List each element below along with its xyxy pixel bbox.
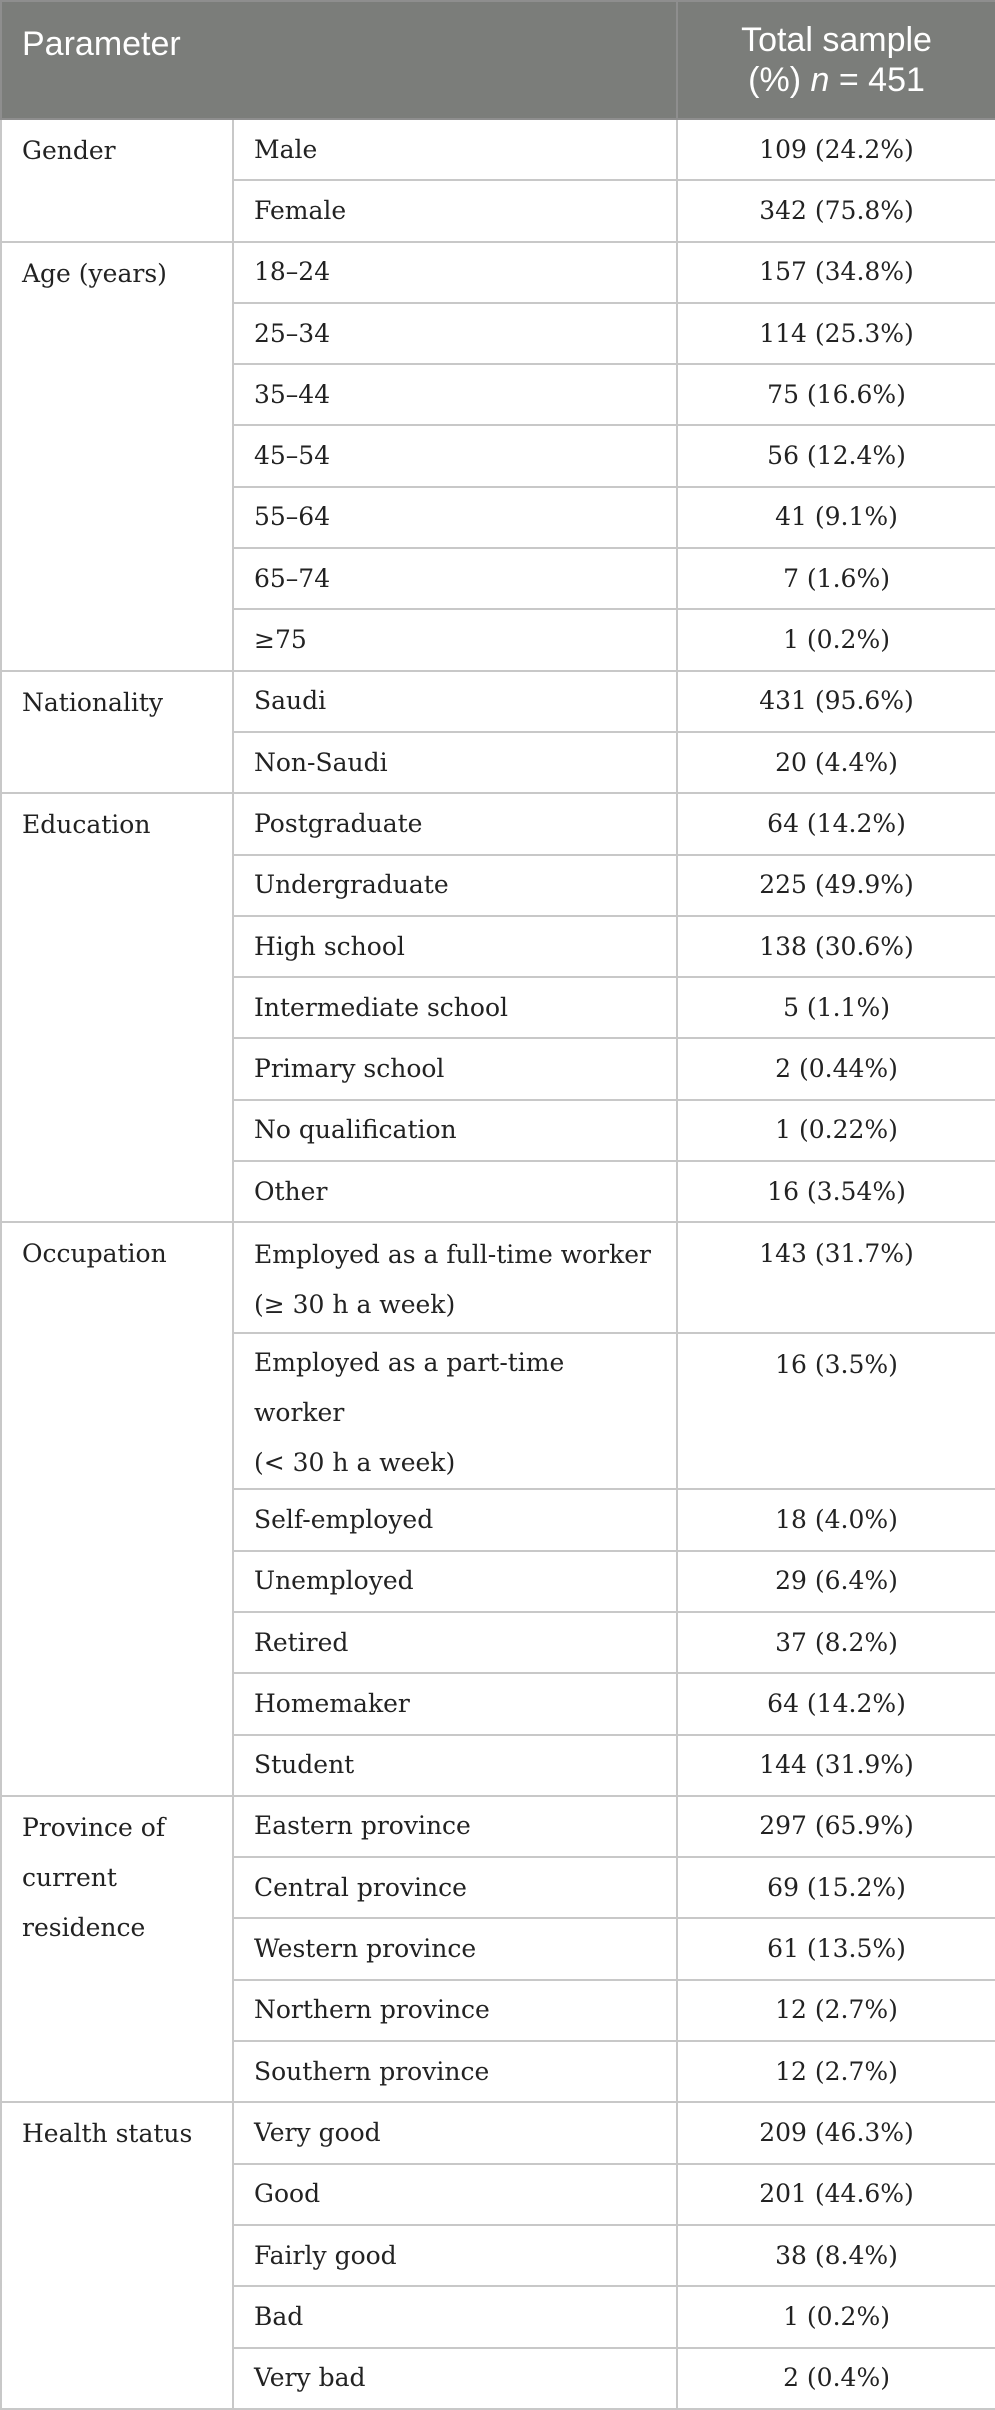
row-label: Very good — [233, 2102, 677, 2163]
group-health-status: Health status — [1, 2102, 233, 2408]
table-row — [1, 242, 995, 303]
row-label: Southern province — [233, 2041, 677, 2102]
row-label: Undergraduate — [233, 855, 677, 916]
row-value: 12 (2.7%) — [677, 1980, 995, 2041]
row-value: 64 (14.2%) — [677, 793, 995, 854]
row-label: Very bad — [233, 2348, 677, 2409]
row-value: 5 (1.1%) — [677, 977, 995, 1038]
row-label-line2: (≥ 30 h a week) — [254, 1289, 456, 1319]
row-label: Homemaker — [233, 1673, 677, 1734]
row-value: 75 (16.6%) — [677, 364, 995, 425]
table-row — [1, 1222, 995, 1333]
table-header — [1, 1, 995, 119]
row-value: 38 (8.4%) — [677, 2225, 995, 2286]
row-label: Unemployed — [233, 1551, 677, 1612]
row-label: Saudi — [233, 671, 677, 732]
row-value: 18 (4.0%) — [677, 1489, 995, 1550]
row-label: 25–34 — [233, 303, 677, 364]
row-value: 41 (9.1%) — [677, 487, 995, 548]
table-row — [1, 793, 995, 854]
group-nationality: Nationality — [1, 671, 233, 794]
table-row — [1, 1796, 995, 1857]
row-label: ≥75 — [233, 609, 677, 670]
row-value: 1 (0.2%) — [677, 2286, 995, 2347]
row-label: No qualification — [233, 1100, 677, 1161]
row-label: Good — [233, 2164, 677, 2225]
row-value: 109 (24.2%) — [677, 119, 995, 180]
group-province — [1, 1796, 233, 2102]
row-label: 65–74 — [233, 548, 677, 609]
row-value: 20 (4.4%) — [677, 732, 995, 793]
group-province-line3: residence — [22, 1912, 146, 1942]
row-label — [233, 1222, 677, 1333]
group-occupation: Occupation — [1, 1222, 233, 1795]
total-sample-count: = 451 — [838, 61, 925, 99]
row-value: 225 (49.9%) — [677, 855, 995, 916]
total-sample-header — [677, 1, 995, 119]
row-label: Other — [233, 1161, 677, 1222]
row-label: Intermediate school — [233, 977, 677, 1038]
group-province-line1: Province of — [22, 1812, 166, 1842]
row-label: Primary school — [233, 1038, 677, 1099]
row-value: 16 (3.5%) — [677, 1333, 995, 1489]
row-value: 2 (0.4%) — [677, 2348, 995, 2409]
row-label: Non-Saudi — [233, 732, 677, 793]
row-value: 209 (46.3%) — [677, 2102, 995, 2163]
group-province-line2: current — [22, 1862, 117, 1892]
row-value: 69 (15.2%) — [677, 1857, 995, 1918]
row-label: Female — [233, 180, 677, 241]
row-label: High school — [233, 916, 677, 977]
row-label: Fairly good — [233, 2225, 677, 2286]
row-value: 64 (14.2%) — [677, 1673, 995, 1734]
row-value: 56 (12.4%) — [677, 425, 995, 486]
row-value: 29 (6.4%) — [677, 1551, 995, 1612]
table-row — [1, 2102, 995, 2163]
row-value: 1 (0.22%) — [677, 1100, 995, 1161]
row-value: 143 (31.7%) — [677, 1222, 995, 1333]
row-value: 114 (25.3%) — [677, 303, 995, 364]
total-sample-title: Total sample — [741, 21, 932, 59]
table-row — [1, 119, 995, 180]
row-value: 138 (30.6%) — [677, 916, 995, 977]
table-body — [1, 119, 995, 2409]
group-education: Education — [1, 793, 233, 1222]
row-value: 16 (3.54%) — [677, 1161, 995, 1222]
row-label: Self-employed — [233, 1489, 677, 1550]
row-value: 7 (1.6%) — [677, 548, 995, 609]
row-value: 297 (65.9%) — [677, 1796, 995, 1857]
header-row — [1, 1, 995, 119]
table-row — [1, 671, 995, 732]
row-value: 201 (44.6%) — [677, 2164, 995, 2225]
total-sample-pct: (%) — [748, 61, 802, 99]
row-label: Postgraduate — [233, 793, 677, 854]
row-label: 45–54 — [233, 425, 677, 486]
group-gender: Gender — [1, 119, 233, 242]
row-value: 61 (13.5%) — [677, 1918, 995, 1979]
row-label: Male — [233, 119, 677, 180]
row-value: 144 (31.9%) — [677, 1735, 995, 1796]
row-label: Bad — [233, 2286, 677, 2347]
total-sample-n: n — [810, 61, 830, 99]
row-label: 55–64 — [233, 487, 677, 548]
row-value: 1 (0.2%) — [677, 609, 995, 670]
row-label: 18–24 — [233, 242, 677, 303]
row-label: Northern province — [233, 1980, 677, 2041]
row-label: Eastern province — [233, 1796, 677, 1857]
row-label-line2: (< 30 h a week) — [254, 1448, 456, 1478]
row-label: 35–44 — [233, 364, 677, 425]
row-value: 157 (34.8%) — [677, 242, 995, 303]
row-label — [233, 1333, 677, 1489]
row-label-line1: Employed as a part-time worker — [254, 1348, 565, 1428]
row-label: Retired — [233, 1612, 677, 1673]
row-value: 342 (75.8%) — [677, 180, 995, 241]
parameter-header: Parameter — [1, 1, 677, 119]
row-label-line1: Employed as a full-time worker — [254, 1239, 651, 1269]
row-value: 431 (95.6%) — [677, 671, 995, 732]
row-value: 2 (0.44%) — [677, 1038, 995, 1099]
group-age: Age (years) — [1, 242, 233, 671]
row-label: Central province — [233, 1857, 677, 1918]
row-label: Western province — [233, 1918, 677, 1979]
row-label: Student — [233, 1735, 677, 1796]
row-value: 12 (2.7%) — [677, 2041, 995, 2102]
row-value: 37 (8.2%) — [677, 1612, 995, 1673]
